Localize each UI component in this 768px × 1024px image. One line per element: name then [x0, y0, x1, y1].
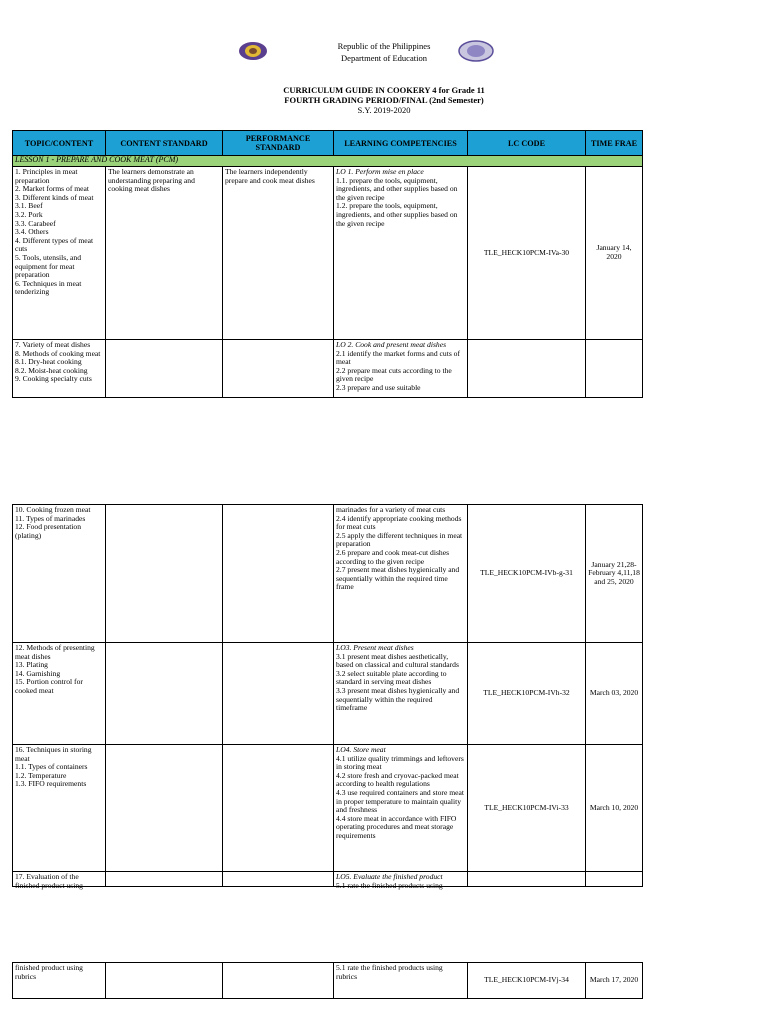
table-row — [13, 963, 643, 999]
lo-title: LO 2. Cook and present meat dishes — [336, 340, 447, 349]
topic-cell: 16. Techniques in storing meat 1.1. Types of containers 1.2. Temperature 1.3. FIFO requirements — [13, 745, 106, 872]
col-lc-code: LC CODE — [468, 131, 586, 156]
competencies-cell — [334, 340, 468, 398]
header-row — [13, 131, 643, 156]
competency-list: 1.1. prepare the tools, equipment, ingredients, and other supplies based on the given recipe 1.2. prepare the tools, equipment, ingredients, and other supplies based on the given recipe — [336, 175, 458, 228]
competencies-cell — [334, 872, 468, 890]
performance-standard-cell — [223, 872, 334, 887]
time-frame-cell: January 14, 2020 — [586, 167, 643, 340]
col-performance-standard: PERFORMANCE STANDARD — [223, 131, 334, 156]
lc-code-cell — [468, 872, 586, 887]
competencies-cell — [334, 745, 468, 872]
content-standard-cell — [106, 505, 223, 643]
content-standard-cell — [106, 963, 223, 999]
content-standard-cell — [106, 745, 223, 872]
curriculum-table — [12, 130, 643, 999]
republic-label: Republic of the Philippines — [337, 41, 431, 51]
lc-code-cell: TLE_HECK10PCM-IVi-33 — [468, 745, 586, 872]
lo-title: LO3. Present meat dishes — [336, 643, 414, 652]
topic-text: 17. Evaluation of the finished product using — [15, 872, 83, 890]
competency-list: 4.1 utilize quality trimmings and leftovers in storing meat 4.2 store fresh and cryovac-packed meat according to health regulations 4.3 use required containers and store meat in proper temperature to maintain quality and freshness 4.4 store meat in accordance with FIFO operating procedures and meat storage requirements — [336, 753, 464, 840]
time-frame-cell: January 21,28-February 4,11,18 and 25, 2020 — [586, 505, 643, 643]
topic-cell: finished product using rubrics — [13, 963, 106, 999]
lesson-row — [13, 156, 643, 167]
col-content-standard: CONTENT STANDARD — [106, 131, 223, 156]
competency-list: 5.1 rate the finished products using rubrics — [334, 963, 468, 999]
performance-standard-cell — [223, 745, 334, 872]
table-row — [13, 340, 643, 398]
competency-list: 2.1 identify the market forms and cuts of meat 2.2 prepare meat cuts according to the given recipe 2.3 prepare and use suitable — [336, 348, 460, 392]
lesson-title: LESSON 1 - PREPARE AND COOK MEAT (PCM) — [13, 156, 643, 167]
competencies-cell — [334, 643, 468, 745]
topic-cell — [13, 872, 106, 890]
competency-list: 3.1 present meat dishes aesthetically, based on classical and cultural standards 3.2 select suitable plate according to standard in serving meat dishes 3.3 present meat dishes hygienically and sequentially within the required timeframe — [336, 651, 460, 713]
time-frame-cell: March 17, 2020 — [586, 963, 643, 999]
topic-cell: 7. Variety of meat dishes 8. Methods of cooking meat 8.1. Dry-heat cooking 8.2. Moist-heat cooking 9. Cooking specialty cuts — [13, 340, 106, 398]
lc-code-cell: TLE_HECK10PCM-IVj-34 — [468, 963, 586, 999]
competency-list: 5.1 rate the finished products using — [336, 880, 443, 890]
grading-period-title: FOURTH GRADING PERIOD/FINAL (2nd Semester) — [284, 95, 484, 105]
performance-standard-cell: The learners independently prepare and cook meat dishes — [223, 167, 334, 340]
time-frame-cell — [586, 872, 643, 887]
content-standard-cell: The learners demonstrate an understanding preparing and cooking meat dishes — [106, 167, 223, 340]
topic-cell: 1. Principles in meat preparation 2. Market forms of meat 3. Different kinds of meat 3.1. Beef 3.2. Pork 3.3. Carabeef 3.4. Others 4. Different types of meat cuts 5. Tools, utensils, and equipment for meat preparation 6. Techniques in meat tenderizing — [13, 167, 106, 340]
page-gap — [13, 887, 643, 963]
lc-code-cell — [468, 340, 586, 398]
lc-code-cell: TLE_HECK10PCM-IVb-g-31 — [468, 505, 586, 643]
performance-standard-cell — [223, 505, 334, 643]
col-topic: TOPIC/CONTENT — [13, 131, 106, 156]
lo-title: LO4. Store meat — [336, 745, 386, 754]
table-row — [13, 643, 643, 745]
time-frame-cell: March 03, 2020 — [586, 643, 643, 745]
performance-standard-cell — [223, 643, 334, 745]
lc-code-cell: TLE_HECK10PCM-IVa-30 — [468, 167, 586, 340]
school-year: S.Y. 2019-2020 — [357, 105, 411, 115]
content-standard-cell — [106, 872, 223, 887]
content-standard-cell — [106, 643, 223, 745]
competency-list: marinades for a variety of meat cuts 2.4 identify appropriate cooking methods for meat cuts 2.5 apply the different techniques in meat preparation 2.6 prepare and cook meat-cut dishes according to the given recipe 2.7 present meat dishes hygienically and sequentially within the required time frame — [334, 505, 468, 643]
lc-code-cell: TLE_HECK10PCM-IVh-32 — [468, 643, 586, 745]
performance-standard-cell — [223, 340, 334, 398]
table-row — [13, 745, 643, 872]
table-row — [13, 167, 643, 340]
topic-cell: 10. Cooking frozen meat 11. Types of marinades 12. Food presentation (plating) — [13, 505, 106, 643]
time-frame-cell: March 10, 2020 — [586, 745, 643, 872]
lo-title: LO5. Evaluate the finished product — [336, 872, 443, 881]
table-row — [13, 872, 643, 887]
competencies-cell — [334, 167, 468, 340]
topic-cell: 12. Methods of presenting meat dishes 13. Plating 14. Garnishing 15. Portion control for cooked meat — [13, 643, 106, 745]
lo-title: LO 1. Perform mise en place — [336, 167, 424, 176]
table-row — [13, 505, 643, 643]
time-frame-cell — [586, 340, 643, 398]
page-gap — [13, 398, 643, 505]
col-learning-competencies: LEARNING COMPETENCIES — [334, 131, 468, 156]
guide-title: CURRICULUM GUIDE IN COOKERY 4 for Grade 11 — [283, 85, 485, 95]
content-standard-cell — [106, 340, 223, 398]
performance-standard-cell — [223, 963, 334, 999]
department-label: Department of Education — [341, 53, 427, 63]
col-time-frame: TIME FRAE — [586, 131, 643, 156]
